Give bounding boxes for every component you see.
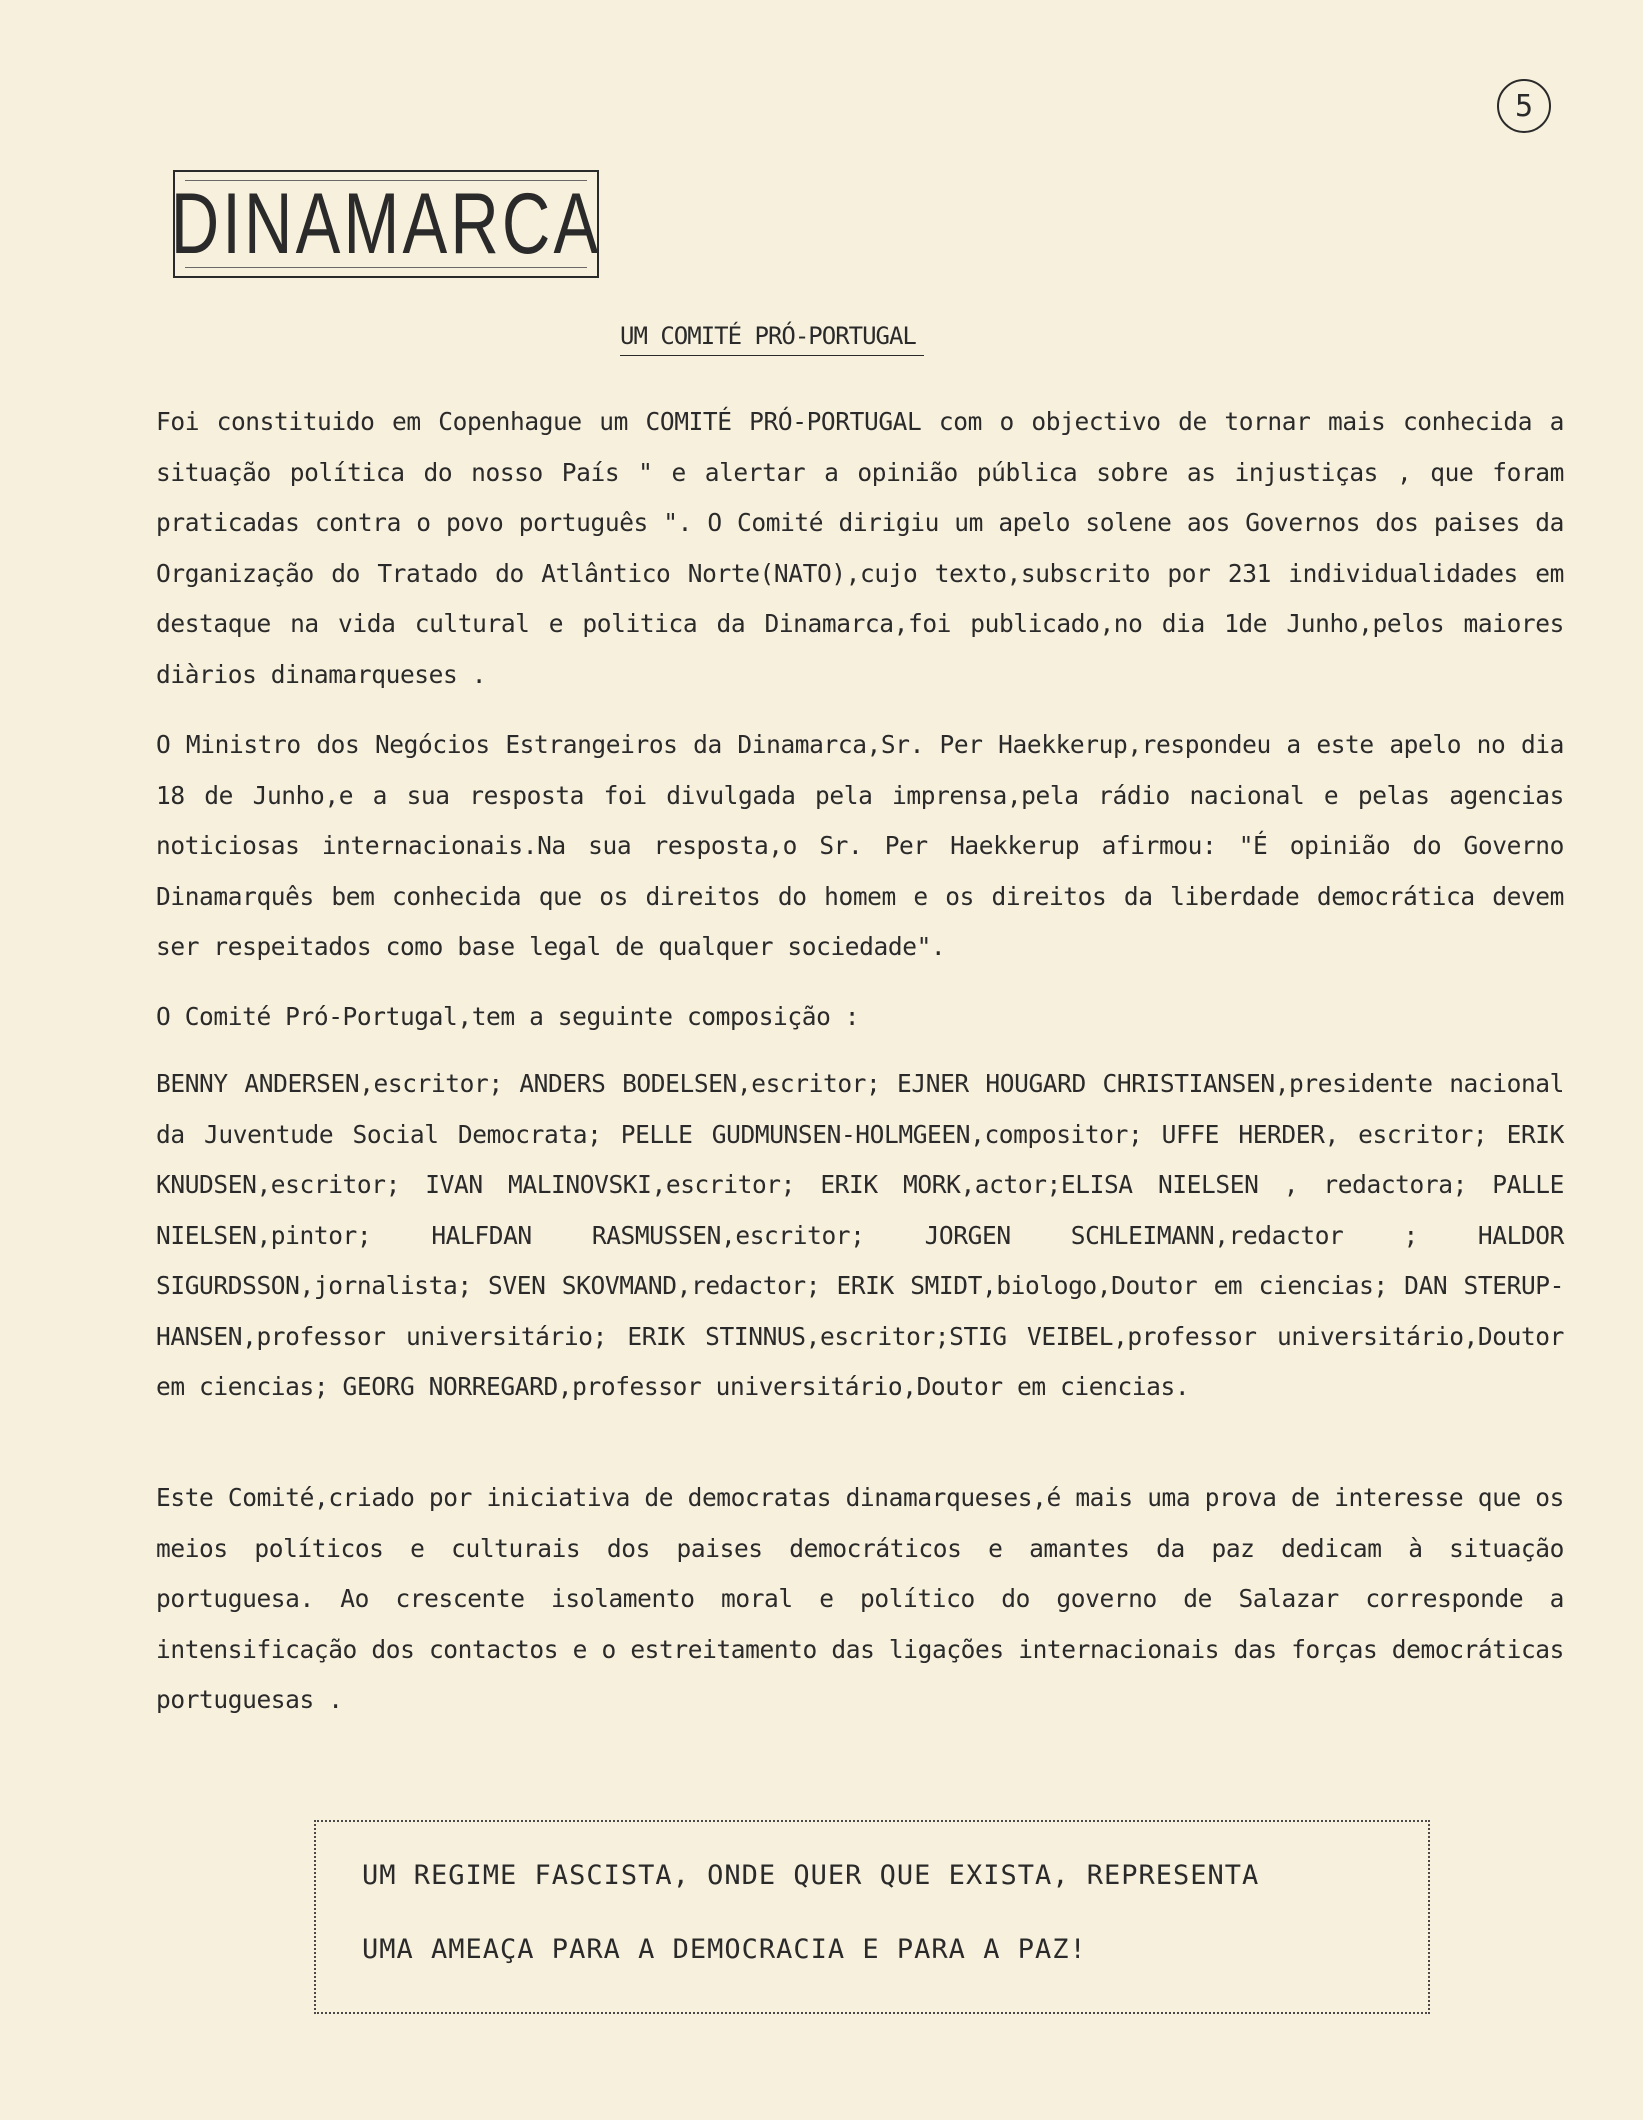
slogan-line-2: UMA AMEAÇA PARA A DEMOCRACIA E PARA A PAZ! [362, 1934, 1087, 1965]
country-heading-box [170, 170, 602, 278]
page-number [1497, 79, 1551, 133]
paragraph-intro: Foi constituido em Copenhague um COMITÉ PRÓ-PORTUGAL com o objectivo de tornar mais conhecida a situação política do nosso País " e alertar a opinião pública sobre as injustiças , que foram praticadas contra o povo português ". O Comité dirigiu um apelo solene aos Governos dos paises da Organização do Tratado do Atlântico Norte(NATO),cujo texto,subscrito por 231 individualidades em destaque na vida cultural e politica da Dinamarca,foi publicado,no dia 1de Junho,pelos maiores diàrios dinamarqueses . [156, 407, 1564, 689]
paragraph-minister-reply: O Ministro dos Negócios Estrangeiros da Dinamarca,Sr. Per Haekkerup,respondeu a este apelo no dia 18 de Junho,e a sua resposta foi divulgada pela imprensa,pela rádio nacional e pelas agencias noticiosas internacionais.Na sua resposta,o Sr. Per Haekkerup afirmou: "É opinião do Governo Dinamarquês bem conhecida que os direitos do homem e os direitos da liberdade democrática devem ser respeitados como base legal de qualquer sociedade". [156, 730, 1564, 961]
country-heading: DINAMARCA [170, 175, 602, 272]
page-number-text: 5 [1514, 88, 1534, 124]
slogan-line-1: UM REGIME FASCISTA, ONDE QUER QUE EXISTA, REPRESENTA [362, 1860, 1260, 1891]
section-title: UM COMITÉ PRÓ-PORTUGAL [620, 322, 916, 350]
country-heading-frame [170, 175, 602, 272]
slogan-box [314, 1820, 1430, 2014]
paragraph-member-list: BENNY ANDERSEN,escritor; ANDERS BODELSEN,escritor; EJNER HOUGARD CHRISTIANSEN,presidente nacional da Juventude Social Democrata; PELLE GUDMUNSEN-HOLMGEEN,compositor; UFFE HERDER, escritor; ERIK KNUDSEN,escritor; IVAN MALINOVSKI,escritor; ERIK MORK,actor;ELISA NIELSEN , redactora; PALLE NIELSEN,pintor; HALFDAN RASMUSSEN,escritor; JORGEN SCHLEIMANN,redactor ; HALDOR SIGURDSSON,jornalista; SVEN SKOVMAND,redactor; ERIK SMIDT,biologo,Doutor em ciencias; DAN STERUP-HANSEN,professor universitário; ERIK STINNUS,escritor;STIG VEIBEL,professor universitário,Doutor em ciencias; GEORG NORREGARD,professor universitário,Doutor em ciencias. [156, 1069, 1564, 1401]
paragraph-composition-intro: O Comité Pró-Portugal,tem a seguinte composição : [156, 1002, 860, 1031]
paragraph-conclusion: Este Comité,criado por iniciativa de democratas dinamarqueses,é mais uma prova de interesse que os meios políticos e culturais dos paises democráticos e amantes da paz dedicam à situação portuguesa. Ao crescente isolamento moral e político do governo de Salazar corresponde a intensificação dos contactos e o estreitamento das ligações internacionais das forças democráticas portuguesas . [156, 1483, 1564, 1714]
